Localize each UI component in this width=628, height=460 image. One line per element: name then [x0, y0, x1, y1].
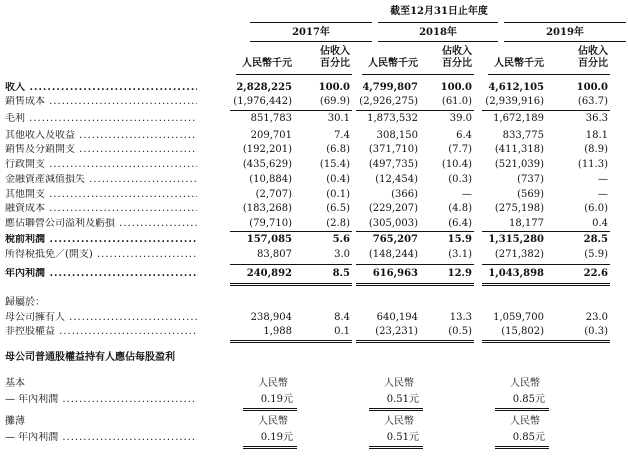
percent-cell: (6.4)	[448, 218, 472, 229]
amount-cell: 616,963	[372, 268, 418, 279]
row-label: 行政開支 .....	[5, 159, 197, 171]
amount-cell: (183,268)	[242, 203, 292, 214]
percent-cell: 8.5	[332, 268, 350, 279]
amount-cell: (521,039)	[494, 159, 544, 170]
eps-unit: 人民幣	[258, 416, 288, 427]
eps-unit: 人民幣	[510, 378, 540, 389]
eps-diluted-title: 攤薄	[5, 416, 25, 427]
amount-cell: (305,003)	[368, 218, 418, 229]
eps-unit: 人民幣	[510, 416, 540, 427]
amount-cell: (229,207)	[368, 203, 418, 214]
percent-cell: 3.0	[334, 249, 350, 260]
percent-cell: (0.3)	[448, 174, 472, 185]
amount-cell: 851,783	[250, 113, 292, 124]
amount-cell: (148,244)	[368, 249, 418, 260]
percent-cell: 22.6	[583, 268, 608, 279]
percent-cell: (11.3)	[577, 159, 608, 170]
percent-cell: (6.0)	[584, 203, 608, 214]
amount-cell: 4,612,105	[488, 82, 544, 93]
amount-cell: (2,707)	[255, 189, 292, 200]
percent-cell: (63.7)	[577, 96, 608, 107]
percent-cell: (3.1)	[448, 249, 472, 260]
row-label: 稅前利潤 .....	[5, 234, 197, 246]
percent-cell: (0.1)	[326, 189, 350, 200]
eps-unit: 人民幣	[258, 378, 288, 389]
amount-cell: 640,194	[376, 312, 418, 323]
percent-cell: (0.5)	[448, 326, 472, 337]
percent-cell: 18.1	[585, 130, 608, 141]
percent-cell: (8.9)	[584, 144, 608, 155]
amount-cell: 1,059,700	[493, 312, 544, 323]
amount-cell: (192,201)	[242, 144, 292, 155]
year-2017-heading: 2017年	[292, 27, 330, 38]
amount-cell: (371,710)	[368, 144, 418, 155]
row-label: 其他收入及收益 .....	[5, 130, 197, 142]
column-header-pct-line2: 百分比	[442, 58, 472, 69]
percent-cell: 28.5	[583, 234, 608, 245]
percent-cell: 100.0	[576, 82, 608, 93]
percent-cell: (6.5)	[326, 203, 350, 214]
percent-cell: —	[598, 189, 608, 200]
percent-cell: (0.4)	[326, 174, 350, 185]
amount-cell: 1,315,280	[488, 234, 544, 245]
amount-cell: (411,318)	[494, 144, 544, 155]
amount-cell: (15,802)	[501, 326, 544, 337]
attributable-heading: 歸屬於：	[5, 297, 45, 308]
percent-cell: 13.3	[449, 312, 472, 323]
percent-cell: (69.9)	[319, 96, 350, 107]
eps-value: 0.51元	[386, 432, 419, 443]
amount-cell: (2,939,916)	[485, 96, 544, 107]
row-label: 其他開支 .....	[5, 189, 197, 201]
amount-cell: (23,231)	[375, 326, 418, 337]
percent-cell: 7.4	[334, 130, 350, 141]
amount-cell: (497,735)	[368, 159, 418, 170]
column-header-pct-line1: 佔收入	[320, 46, 350, 57]
row-label: 毛利 .....	[5, 113, 197, 125]
percent-cell: —	[462, 189, 472, 200]
amount-cell: (435,629)	[242, 159, 292, 170]
percent-cell: 39.0	[449, 113, 472, 124]
percent-cell: (7.7)	[448, 144, 472, 155]
percent-cell: 0.1	[334, 326, 350, 337]
row-label: 年內利潤 .....	[5, 268, 197, 280]
percent-cell: 30.1	[327, 113, 350, 124]
percent-cell: 100.0	[318, 82, 350, 93]
eps-unit: 人民幣	[384, 378, 414, 389]
percent-cell: —	[598, 174, 608, 185]
row-label: 融資成本 .....	[5, 203, 197, 215]
amount-cell: (366)	[391, 189, 418, 200]
amount-cell: 4,799,807	[362, 82, 418, 93]
eps-diluted-label: — 年內利潤 .....	[5, 432, 197, 444]
column-header-amount: 人民幣千元	[242, 58, 292, 69]
percent-cell: 6.4	[456, 130, 472, 141]
amount-cell: (12,454)	[375, 174, 418, 185]
percent-cell: (4.8)	[448, 203, 472, 214]
period-heading: 截至12月31日止年度	[390, 6, 488, 17]
amount-cell: 209,701	[250, 130, 292, 141]
percent-cell: 100.0	[440, 82, 472, 93]
amount-cell: (10,884)	[249, 174, 292, 185]
amount-cell: 157,085	[246, 234, 292, 245]
eps-value: 0.19元	[260, 394, 293, 405]
eps-value: 0.85元	[512, 432, 545, 443]
row-label: 非控股權益 .....	[5, 326, 197, 338]
amount-cell: (79,710)	[249, 218, 292, 229]
eps-unit: 人民幣	[384, 416, 414, 427]
amount-cell: 1,043,898	[488, 268, 544, 279]
eps-value: 0.51元	[386, 394, 419, 405]
column-header-pct-line1: 佔收入	[578, 46, 608, 57]
amount-cell: (271,382)	[494, 249, 544, 260]
eps-basic-label: — 年內利潤 .....	[5, 394, 197, 406]
amount-cell: 308,150	[376, 130, 418, 141]
percent-cell: (2.8)	[326, 218, 350, 229]
percent-cell: (61.0)	[441, 96, 472, 107]
column-header-pct-line2: 百分比	[320, 58, 350, 69]
amount-cell: 2,828,225	[236, 82, 292, 93]
amount-cell: 240,892	[246, 268, 292, 279]
amount-cell: (2,926,275)	[359, 96, 418, 107]
amount-cell: 18,177	[509, 218, 544, 229]
amount-cell: 1,873,532	[367, 113, 418, 124]
row-label: 所得稅抵免／(開支) .....	[5, 249, 197, 261]
amount-cell: (569)	[517, 189, 544, 200]
eps-value: 0.85元	[512, 394, 545, 405]
percent-cell: 0.4	[592, 218, 608, 229]
column-header-amount: 人民幣千元	[494, 58, 544, 69]
amount-cell: 83,807	[257, 249, 292, 260]
amount-cell: 1,672,189	[493, 113, 544, 124]
percent-cell: (6.8)	[326, 144, 350, 155]
year-2019-heading: 2019年	[546, 27, 584, 38]
percent-cell: (15.4)	[319, 159, 350, 170]
amount-cell: (1,976,442)	[233, 96, 292, 107]
amount-cell: 1,988	[263, 326, 292, 337]
row-label: 銷售及分銷開支 .....	[5, 144, 197, 156]
column-header-pct-line2: 百分比	[578, 58, 608, 69]
percent-cell: 8.4	[334, 312, 350, 323]
row-label: 母公司擁有人 .....	[5, 312, 197, 324]
row-label: 銷售成本 .....	[5, 96, 197, 108]
amount-cell: 833,775	[502, 130, 544, 141]
row-label: 金融資產減值損失 .....	[5, 174, 197, 186]
eps-value: 0.19元	[260, 432, 293, 443]
year-2018-heading: 2018年	[419, 27, 457, 38]
percent-cell: 5.6	[332, 234, 350, 245]
row-label: 應佔聯營公司溢利及虧損 .....	[5, 218, 197, 230]
column-header-pct-line1: 佔收入	[442, 46, 472, 57]
row-label: 收入 .....	[5, 82, 197, 94]
eps-heading: 母公司普通股權益持有人應佔每股盈利	[5, 352, 175, 363]
percent-cell: (5.9)	[584, 249, 608, 260]
eps-basic-title: 基本	[5, 378, 25, 389]
amount-cell: 765,207	[372, 234, 418, 245]
percent-cell: 15.9	[447, 234, 472, 245]
percent-cell: (0.3)	[584, 326, 608, 337]
amount-cell: (737)	[517, 174, 544, 185]
percent-cell: 12.9	[447, 268, 472, 279]
percent-cell: (10.4)	[441, 159, 472, 170]
percent-cell: 23.0	[585, 312, 608, 323]
amount-cell: 238,904	[250, 312, 292, 323]
amount-cell: (275,198)	[494, 203, 544, 214]
column-header-amount: 人民幣千元	[368, 58, 418, 69]
percent-cell: 36.3	[585, 113, 608, 124]
